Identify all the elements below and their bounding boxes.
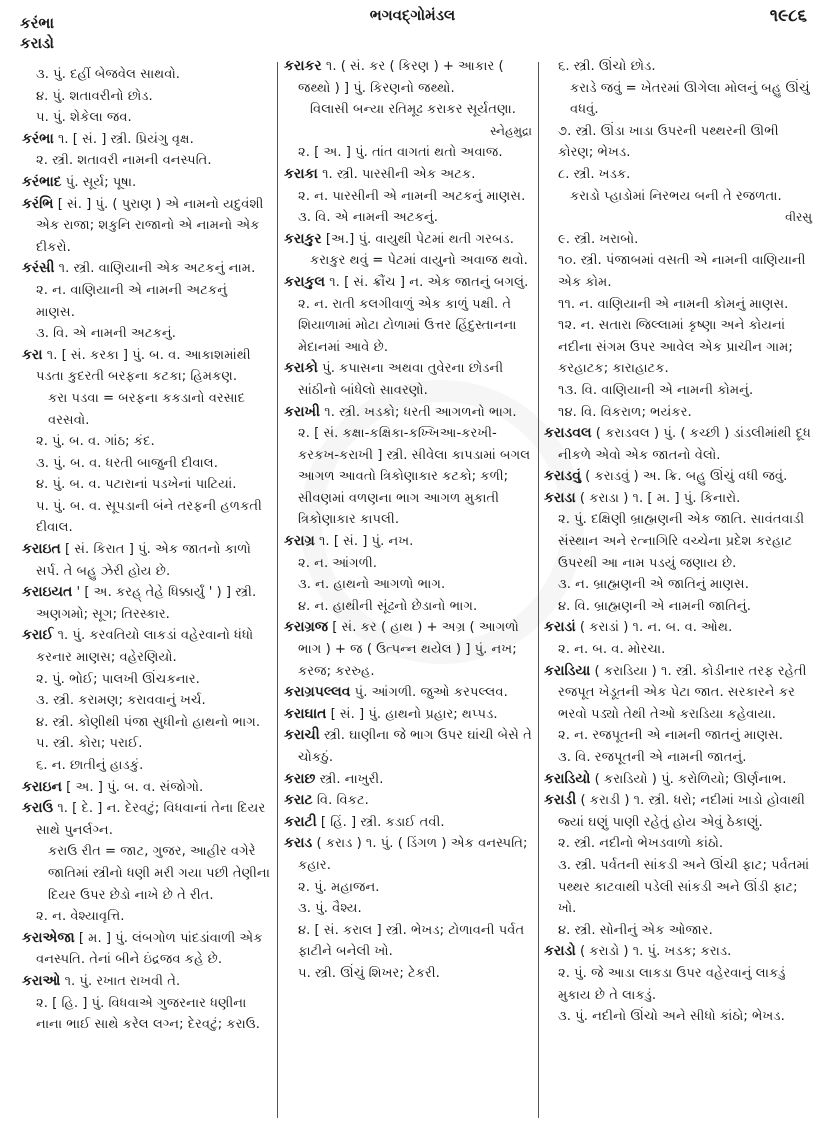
- dictionary-entry: [22, 777, 270, 799]
- entry-sense: [22, 669, 270, 691]
- entry-sense: [284, 423, 532, 531]
- headword: કરાઇત: [22, 541, 61, 558]
- entry-sense: [544, 315, 812, 380]
- usage-example: [22, 841, 270, 906]
- definition-text: ( કરાડો ) ૧. પું. ખડક; કરાડ.: [575, 944, 732, 960]
- definition-text: વિલાસી બન્યા રતિમૂઢ કરાકર સૂર્યતણા.: [310, 102, 516, 118]
- dictionary-entry: [22, 539, 270, 582]
- entry-sense: [284, 574, 532, 596]
- dictionary-entry: [22, 194, 270, 259]
- definition-text: કરાઉ રીત = જાટ, ગુજર, આહીર વગેરે જાતિમાં સ્ત્રીનો ધણી મરી ગયા પછી તેણીના દિયર ઉપર છેડો નાખે છે તે રીત.: [48, 844, 270, 903]
- definition-text: ૨. ન. આંગળી.: [298, 555, 377, 571]
- definition-text: ૮. સ્ત્રી. ખડક.: [558, 166, 631, 182]
- dictionary-entry: [22, 129, 270, 151]
- definition-text: ૪. ન. હાથીની સૂંઢનો છેડાનો ભાગ.: [298, 598, 478, 614]
- definition-text: ૨. [ સં. કક્ષા-કક્ષિકા-કખ્ખિઆ-કરખી-કરકખ-કરાખી ] સ્ત્રી. સીવેલા કાપડામાં બગલ આગળ આવતો ત્રિકોણાકાર કટકો; કળી; સીવણમાં વળણના ભાગ આગળ મુકાતી ત્રિકોણાકાર કાપલી.: [298, 426, 531, 528]
- entry-sense: [544, 402, 812, 424]
- entry-sense: [544, 920, 812, 942]
- definition-text: વીરસુ: [785, 210, 812, 225]
- entry-sense: [544, 164, 812, 186]
- entry-sense: [284, 920, 532, 963]
- citation-source: [544, 207, 812, 229]
- definition-text: ૧. પું. રખાત રાખવી તે.: [60, 973, 181, 989]
- definition-text: ૧. [ સં. કરકા ] પું. બ. વ. આકાશમાંથી પડતા કુદરતી બરફના કટકા; હિમકણ.: [36, 347, 251, 385]
- dictionary-entry: [22, 582, 270, 625]
- definition-text: ૨. ન. વેશ્યાવૃત્તિ.: [36, 909, 125, 925]
- entry-sense: [544, 855, 812, 920]
- dictionary-entry: [284, 358, 532, 401]
- dictionary-entry: [22, 625, 270, 668]
- page-number: ૧૯૮૬: [769, 6, 807, 26]
- entry-sense: [544, 1006, 812, 1028]
- definition-text: ૫. સ્ત્રી. કોરા; પરાઈ.: [36, 736, 143, 752]
- dictionary-entry: [544, 466, 812, 488]
- definition-text: ૩. વિ. રજપૂતની એ નામની જાતનું.: [558, 750, 747, 765]
- dictionary-entry: [22, 928, 270, 971]
- definition-text: ૩. પું. વૈશ્ય.: [298, 901, 362, 917]
- usage-example: [284, 250, 532, 272]
- definition-text: ૧. [ દે. ] ન. દેરવટું; વિધવાનાં તેના દિયર સાથે પુનર્લગ્ન.: [36, 801, 266, 838]
- dictionary-entry: [544, 941, 812, 963]
- usage-example: [22, 388, 270, 431]
- headword: કરાકુલ: [284, 273, 326, 290]
- dictionary-entry: [284, 812, 532, 834]
- definition-text: ૧૧. ન. વાણિયાની એ નામની કોમનું માણસ.: [558, 296, 789, 312]
- definition-text: ૨. પું. જે આડા લાકડા ઉપર વહેરવાનું લાકડું મુકાય છે તે લાકડું.: [558, 965, 786, 1003]
- entry-sense: [22, 280, 270, 323]
- entry-sense: [22, 150, 270, 172]
- citation-source: [284, 121, 532, 143]
- entry-sense: [544, 747, 812, 769]
- definition-text: સ્નેહમુદ્રા: [490, 123, 532, 138]
- dictionary-entry: [284, 272, 532, 294]
- headword: કરાખી: [284, 403, 321, 420]
- headword: કરાડા: [544, 489, 576, 506]
- definition-text: ૩. પું. બ. વ. ધરતી બાજુની દીવાલ.: [36, 455, 218, 471]
- headword: કરાએજા: [22, 929, 75, 946]
- headword: કરંભા: [22, 130, 54, 147]
- headword: કરાઓ: [22, 972, 61, 989]
- entry-sense: [284, 142, 532, 164]
- definition-text: ૧. ( સં. કર ( કિરણ ) + આકાર ( જથ્થો ) ] પું. કિરણનો જથ્થો.: [298, 59, 504, 96]
- headword: કરાકો: [284, 360, 318, 377]
- dictionary-entry: [284, 164, 532, 186]
- entry-sense: [544, 250, 812, 293]
- dictionary-entry: [544, 769, 812, 791]
- definition-text: ૬. સ્ત્રી. ઊંચો છોડ.: [558, 59, 656, 74]
- definition-text: [ મ. ] પું. લંબગોળ પાંદડાંવાળી એક વનસ્પતિ. તેનાં બીને ઇંદ્રજવ કહે છે.: [36, 930, 263, 968]
- dictionary-entry: [284, 790, 532, 812]
- definition-text: ૯. સ્ત્રી. ખરાબો.: [558, 231, 639, 247]
- headword: કરાકર: [284, 58, 322, 74]
- column-3: [544, 56, 812, 1028]
- headword: કરંભિ: [22, 195, 54, 212]
- definition-text: ૪. પું. બ. વ. પટારાનાં પડખેનાં પાટિયાં.: [36, 477, 237, 493]
- entry-sense: [284, 877, 532, 899]
- entry-sense: [544, 509, 812, 574]
- entry-sense: [22, 431, 270, 453]
- entry-sense: [544, 121, 812, 164]
- entry-sense: [544, 574, 812, 596]
- dictionary-entry: [284, 531, 532, 553]
- entry-sense: [544, 56, 812, 78]
- definition-text: ૪. [ સં. કરાલ ] સ્ત્રી. ભેખડ; ટોળાવની પર્વત ફાટીને બનેલી ખો.: [298, 922, 525, 960]
- definition-text: ૩. વિ. એ નામની અટકનું.: [36, 326, 176, 342]
- definition-text: ૧. સ્ત્રી. ખડકો; ધરતી આગળનો ભાગ.: [320, 404, 517, 420]
- headword: કરાઘાત: [284, 705, 327, 722]
- headword: કરાડવું: [544, 468, 581, 485]
- headword: કરાઇન: [22, 778, 62, 795]
- definition-text: ૧. પું. કરવતિયો લાકડાં વહેરવાનો ધંધો કરનાર માણસ; વહેરણિયો.: [36, 628, 254, 666]
- definition-text: ૭. સ્ત્રી. ઊંડા ખાડા ઉપરની પથ્થરની ઊભી કોરણ; ભેખડ.: [558, 123, 779, 161]
- headword: કરાટ: [284, 792, 313, 809]
- entry-sense: [22, 906, 270, 928]
- entry-sense: [284, 207, 532, 229]
- definition-text: ૬. ન. છાતીનું હાડકું.: [36, 758, 144, 773]
- definition-text: ૧. [ સં. ] પું. નખ.: [314, 534, 414, 550]
- book-title: ભગવદ્ગોમંડલ: [369, 6, 456, 24]
- headword: કરાડ: [284, 835, 313, 852]
- definition-text: ૨. પું. બ. વ. ગાંઠ; કંદ.: [36, 434, 155, 450]
- definition-text: ( કરાડ ) ૧. પું. ( ડિંગળ ) એક વનસ્પતિ; કહાર.: [298, 836, 528, 873]
- entry-sense: [544, 725, 812, 747]
- dictionary-entry: [284, 682, 532, 704]
- definition-text: ૩. પું. દહીં બેજવેલ સાથવો.: [36, 67, 180, 82]
- definition-text: ૨. સ્ત્રી. શતાવરી નામની વનસ્પતિ.: [36, 153, 212, 169]
- entry-sense: [544, 229, 812, 251]
- entry-sense: [22, 755, 270, 777]
- entry-sense: [284, 186, 532, 208]
- dictionary-entry: [284, 229, 532, 251]
- headword: કરાકુર: [284, 230, 322, 247]
- definition-text: ૧. [ સં. ] સ્ત્રી. પ્રિયંગુ વૃક્ષ.: [53, 131, 194, 147]
- entry-sense: [284, 963, 532, 985]
- entry-sense: [284, 553, 532, 575]
- definition-text: [ અ. ] પું. બ. વ. સંજોગો.: [61, 779, 204, 795]
- entry-sense: [284, 596, 532, 618]
- definition-text: ૪. વિ. બ્રાહ્મણની એ નામની જાતિનું.: [558, 598, 751, 614]
- headword: કરાગ્રજ: [284, 619, 329, 636]
- usage-example: [284, 99, 532, 121]
- headword: કરાડી: [544, 792, 577, 809]
- definition-text: ૧૨. ન. સતારા જિલ્લામાં કૃષ્ણા અને કોયનાં નદીના સંગમ ઉપર આવેલ એક પ્રાચીન ગામ; કરહાટક; કારાહાટક.: [558, 318, 793, 377]
- definition-text: ૫. સ્ત્રી. ઊંચું શિખર; ટેકરી.: [298, 965, 440, 981]
- headword: કરંસી: [22, 260, 55, 277]
- entry-sense: [544, 380, 812, 402]
- guide-word-first: કરંભા: [20, 14, 55, 32]
- dictionary-entry: [22, 345, 270, 388]
- definition-text: પું. સૂર્ય; પૂષા.: [61, 174, 137, 190]
- definition-text: [ સં. કર ( હાથ ) + અગ્ર ( આગળો ભાગ ) + જ ( ઉત્પન્ન થયેલ ) ] પું. નખ; કરજ; કરરુહ.: [298, 620, 519, 679]
- column-1: [22, 64, 270, 1036]
- definition-text: ૫. પું. બ. વ. સૂપડાની બંને તરફની હળકતી દીવાલ.: [36, 498, 262, 536]
- entry-sense: [22, 86, 270, 108]
- headword: કરાડિયા: [544, 662, 591, 679]
- entry-sense: [544, 596, 812, 618]
- dictionary-entry: [284, 833, 532, 876]
- dictionary-entry: [22, 971, 270, 993]
- definition-text: પું. કપાસના અથવા તુવેરના છોડની સાંઠીનો બાંધેલો સાવરણો.: [298, 361, 504, 398]
- dictionary-entry: [544, 423, 812, 466]
- dictionary-entry: [284, 725, 532, 768]
- definition-text: ૩. સ્ત્રી. પર્વતની સાંકડી અને ઊંચી ફાટ; પર્વતમાં પથ્થર કાટવાથી પડેલી સાંકડી અને ઊંડી ફાટ; ખો.: [558, 857, 810, 917]
- headword: કરાગ્ર: [284, 533, 315, 550]
- definition-text: ( કરાડિયો ) પું. કરોળિયો; ઊર્ણનાભ.: [590, 771, 787, 787]
- headword: કરાગ્રપલ્લવ: [284, 684, 351, 701]
- definition-text: ( કરાડવલ ) પું. ( કચ્છી ) ડાંડલીમાંથી દૂધ નીકળે એવો એક જાતનો વેલો.: [558, 426, 811, 463]
- definition-text: ૧૦. સ્ત્રી. પંજાબમાં વસતી એ નામની વાણિયાની એક કોમ.: [558, 253, 806, 290]
- definition-text: ૧. સ્ત્રી. પારસીની એક અટક.: [317, 166, 476, 182]
- entry-sense: [284, 294, 532, 359]
- definition-text: ( કરાડા ) ૧. [ મ. ] પું. કિનારો.: [575, 490, 741, 506]
- definition-text: [ સં. કિરાત ] પું. એક જાતનો કાળો સર્પ. તે બહુ ઝેરી હોય છે.: [36, 542, 251, 579]
- definition-text: ૩. સ્ત્રી. કરામણ; કરાવવાનું ખર્ચ.: [36, 693, 206, 709]
- definition-text: કરા પડવા = બરફના કકડાનો વરસાદ વરસવો.: [48, 390, 246, 428]
- definition-text: ૩. ન. બ્રાહ્મણની એ જાતિનું માણસ.: [558, 577, 749, 593]
- entry-sense: [544, 294, 812, 316]
- definition-text: ૧. સ્ત્રી. વાણિયાની એક અટકનું નામ.: [54, 261, 256, 277]
- dictionary-entry: [22, 172, 270, 194]
- definition-text: ( કરાડવું ) અ. ક્રિ. બહુ ઊંચું વધી જવું.: [580, 469, 788, 485]
- dictionary-entry: [22, 798, 270, 841]
- entry-sense: [22, 733, 270, 755]
- headword: કરાડવલ: [544, 425, 592, 442]
- definition-text: કરાકુર થવું = પેટમાં વાયુનો અવાજ થવો.: [310, 253, 528, 269]
- definition-text: ૫. પું. શેકેલા જવ.: [36, 110, 132, 126]
- definition-text: સ્ત્રી. ઘાણીના જે ભાગ ઉપર ઘાંચી બેસે તે ચોકઠું.: [298, 728, 532, 765]
- definition-text: ૨. ન. રાતી કલગીવાળું એક કાળું પક્ષી. તે શિયાળામાં મોટા ટોળામાં ઉત્તર હિંદુસ્તાનના મેદાનમાં આવે છે.: [298, 296, 517, 355]
- definition-text: ૪. સ્ત્રી. કોણીથી પંજા સુધીનો હાથનો ભાગ.: [36, 714, 261, 730]
- headword: કરાઇયત: [22, 584, 73, 601]
- usage-example: [544, 186, 812, 208]
- definition-text: કરાડો પ્હાડોમાં નિરભય બની તે રજળતા.: [570, 188, 782, 204]
- definition-text: ૧૩. વિ. વાણિયાની એ નામની કોમનું.: [558, 382, 754, 398]
- headword: કરાડિયો: [544, 770, 591, 787]
- definition-text: ૨. ન. પારસીની એ નામની અટકનું માણસ.: [298, 188, 526, 204]
- entry-sense: [544, 639, 812, 661]
- headword: કરાડાં: [544, 619, 576, 636]
- dictionary-entry: [544, 617, 812, 639]
- definition-text: ૨. ન. વાણિયાની એ નામની અટકનું માણસ.: [36, 282, 228, 320]
- dictionary-entry: [284, 56, 532, 99]
- entry-sense: [284, 898, 532, 920]
- dictionary-entry: [22, 258, 270, 280]
- headword: કરાછ: [284, 770, 316, 787]
- definition-text: ૨. પું. દક્ષિણી બ્રાહ્મણની એક જાતિ. સાવંતવાડી સંસ્થાન અને રત્નાગિરિ વચ્ચેના પ્રદેશ કરહાટ ઉપરથી આ નામ પડયું જણાય છે.: [558, 512, 805, 571]
- definition-text: વિ. વિકટ.: [312, 793, 369, 809]
- dictionary-entry: [284, 402, 532, 424]
- definition-text: [ હિં. ] સ્ત્રી. કડાઈ તવી.: [316, 814, 445, 830]
- entry-sense: [22, 453, 270, 475]
- definition-text: [અ.] પું. વાયુથી પેટમાં થતી ગરબડ.: [321, 231, 514, 247]
- entry-sense: [544, 833, 812, 855]
- dictionary-entry: [284, 617, 532, 682]
- entry-sense: [22, 496, 270, 539]
- entry-sense: [22, 712, 270, 734]
- definition-text: ૨. ન. રજપૂતની એ નામની જાતનું માણસ.: [558, 728, 783, 744]
- entry-sense: [22, 323, 270, 345]
- headword: કરાઉ: [22, 800, 54, 817]
- headword: કરા: [22, 346, 43, 363]
- headword: કરાકા: [284, 165, 318, 182]
- entry-sense: [22, 474, 270, 496]
- definition-text: ૪. પું. શતાવરીનો છોડ.: [36, 88, 153, 104]
- column-divider: [538, 62, 539, 1118]
- definition-text: ૨. ન. બ. વ. મોરચા.: [558, 642, 666, 658]
- definition-text: ' [ અ. કરહ્ તેહે ધિક્કાર્યું ' ) ] સ્ત્રી. અણગમો; સૂગ; તિરસ્કાર.: [36, 585, 257, 622]
- headword: કરાટી: [284, 813, 317, 830]
- dictionary-entry: [544, 661, 812, 726]
- headword: કરાચી: [284, 727, 320, 744]
- usage-example: [544, 78, 812, 121]
- dictionary-entry: [544, 488, 812, 510]
- definition-text: ૩. વિ. એ નામની અટકનું.: [298, 210, 438, 226]
- definition-text: ૧૪. વિ. વિકરાળ; ભયંકર.: [558, 404, 692, 420]
- entry-sense: [22, 107, 270, 129]
- column-2: [284, 56, 532, 985]
- definition-text: [ સં. ] પું. ( પુરાણ ) એ નામનો યદુવંશી એક રાજા; શકુનિ રાજાનો એ નામનો એક દીકરો.: [36, 196, 264, 255]
- guide-word-last: કરાડો: [20, 34, 55, 52]
- entry-sense: [22, 690, 270, 712]
- definition-text: ૨. પું. મહાજન.: [298, 879, 380, 895]
- definition-text: પું. આંગળી. જુઓ કરપલ્લવ.: [350, 685, 508, 701]
- definition-text: સ્ત્રી. નાખુરી.: [315, 771, 384, 787]
- headword: કરાડો: [544, 943, 576, 960]
- definition-text: કરાડે જવું = ખેતરમાં ઊગેલા મોલનું બહુ ઊંચું વધવું.: [570, 80, 810, 118]
- definition-text: ( કરાડાં ) ૧. ન. બ. વ. ઓથ.: [575, 620, 733, 636]
- definition-text: ( કરાડી ) ૧. સ્ત્રી. ધરો; નદીમાં ખાડો હોવાથી જ્યાં ઘણું પાણી રહેતું હોય એવું ઠેકાણું.: [558, 793, 805, 830]
- definition-text: ૨. પું. ભોઈ; પાલખી ઊંચકનાર.: [36, 671, 200, 687]
- entry-sense: [544, 963, 812, 1006]
- definition-text: ૩. પું. નદીનો ઊંચો અને સીધો કાંઠો; ભેખડ.: [558, 1009, 785, 1025]
- definition-text: ૧. [ સં. ક્રૌંચ ] ન. એક જાતનું બગલું.: [325, 274, 529, 290]
- headword: કરંભાદ: [22, 173, 62, 190]
- column-divider: [277, 62, 278, 1118]
- definition-text: ૨. [ હિ. ] પું. વિધવાએ ગુજરનાર ધણીના નાના ભાઈ સાથે કરેલ લગ્ન; દેરવટું; કરાઉ.: [36, 995, 260, 1033]
- entry-sense: [22, 993, 270, 1036]
- dictionary-entry: [284, 704, 532, 726]
- dictionary-entry: [284, 769, 532, 791]
- headword: કરાઈ: [22, 627, 54, 644]
- definition-text: ૨. સ્ત્રી. નદીનો ભેખડવાળો કાંઠો.: [558, 836, 724, 852]
- entry-sense: [22, 64, 270, 86]
- definition-text: [ સં. ] પું. હાથનો પ્રહાર; થપ્પડ.: [326, 706, 498, 722]
- definition-text: ૨. [ અ. ] પું. તાંત વાગતાં થતો અવાજ.: [298, 145, 503, 161]
- definition-text: ૩. ન. હાથનો આગળો ભાગ.: [298, 577, 446, 593]
- definition-text: ૪. સ્ત્રી. સોનીનું એક ઓજાર.: [558, 922, 713, 938]
- dictionary-entry: [544, 790, 812, 833]
- definition-text: ( કરાડિયા ) ૧. સ્ત્રી. કોડીનાર તરફ રહેતી રજપૂત ખેડૂતની એક પેટા જાત. સરકારને કર ભરવો પડ્યો તેથી તેઓ કરાડિયા કહેવાયા.: [558, 663, 807, 722]
